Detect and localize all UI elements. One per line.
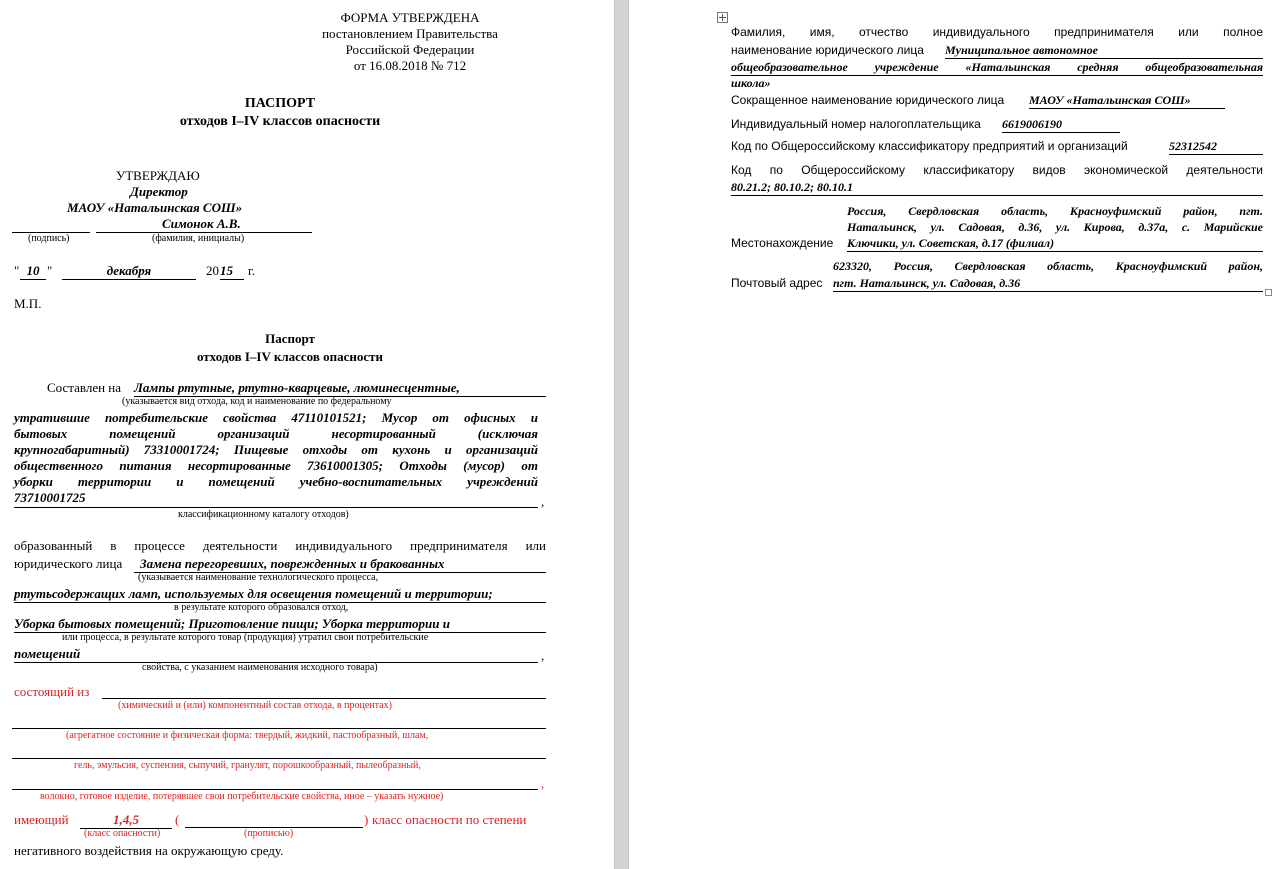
compiled-comma: ,: [541, 494, 545, 509]
fio-text: Фамилия, имя, отчество индивидуального предпринимателя или полное: [731, 25, 1263, 39]
passport-title-line: Паспорт: [265, 331, 315, 346]
okpo-value: 52312542: [1169, 139, 1263, 155]
formed-caption: (указывается наименование технологического процесса,: [138, 572, 379, 583]
hazard-class-caption: (класс опасности): [84, 828, 161, 839]
compiled-value-line: бытовых помещений организаций несортированный (исключая: [14, 426, 538, 441]
compiled-value-line: общественного питания несортированные 73610001305; Отходы (мусор) от: [14, 458, 538, 473]
header-title: [140, 95, 420, 131]
form-approved-line: Российской Федерации: [345, 42, 475, 57]
signature-caption: (подпись): [28, 233, 70, 244]
fio-value-line: общеобразовательное учреждение «Натальинская средняя общеобразовательная: [731, 60, 1263, 74]
header-title-line: отходов I–IV классов опасности: [179, 114, 381, 129]
fio-value-line: школа»: [731, 76, 771, 90]
composition-line: [102, 698, 546, 699]
hazard-words-caption: (прописью): [244, 828, 294, 839]
compiled-caption: классификационному каталогу отходов): [178, 509, 349, 520]
compiled-label: Составлен на: [47, 380, 122, 395]
form-approved-line: от 16.08.2018 № 712: [353, 58, 467, 73]
composition-line: [12, 728, 546, 729]
location-value-line: Ключики, ул. Советская, д.17 (филиал): [847, 236, 1263, 252]
document-page-right: [629, 0, 1273, 869]
composition-caption: (агрегатное состояние и физическая форма: твердый, жидкий, пастообразный, шлам,: [66, 730, 429, 741]
hazard-label: имеющий: [14, 812, 69, 827]
date-quote-close: ": [47, 263, 53, 278]
compiled-caption: (указывается вид отхода, код и наименование по федеральному: [122, 396, 392, 407]
passport-title: [130, 330, 450, 366]
passport-title-line: отходов I–IV классов опасности: [196, 349, 384, 364]
compiled-underline: [14, 507, 538, 508]
form-approved-block: [300, 10, 520, 74]
table-resize-handle-icon[interactable]: [1265, 289, 1272, 296]
compiled-value-line: уборки территории и помещений учебно-воспитательных учреждений: [14, 474, 538, 489]
compiled-value-block: [14, 410, 538, 506]
table-move-handle-icon[interactable]: [717, 12, 728, 23]
composition-comma: ,: [541, 776, 545, 791]
formed-caption: или процесса, в результате которого товар (продукция) утратил свои потребительские: [62, 632, 429, 643]
postal-label: Почтовый адрес: [731, 276, 823, 290]
formed-value-line: ртутьсодержащих ламп, используемых для освещения помещений и территории;: [14, 586, 546, 603]
date-year-prefix: 20: [206, 263, 219, 278]
approve-org: МАОУ «Натальинская СОШ»: [67, 200, 243, 215]
composition-caption: гель, эмульсия, суспензия, сыпучий, гранулят, порошкообразный, пылеобразный,: [74, 760, 421, 771]
compiled-value-line: крупногабаритный) 73310001724; Пищевые отходы от кухонь и организаций: [14, 442, 538, 457]
composition-line: [12, 789, 538, 790]
postal-value-line: 623320, Россия, Свердловская область, Красноуфимский район,: [833, 259, 1263, 273]
compiled-value-line: утратившие потребительские свойства 47110101521; Мусор от офисных и: [14, 410, 538, 425]
fio-label: наименование юридического лица: [731, 43, 924, 57]
location-value-line: Натальинск, ул. Садовая, д.36, ул. Кирова, д.37а, с. Марийские: [847, 220, 1263, 234]
compiled-value-line: Лампы ртутные, ртутно-кварцевые, люминесцентные,: [134, 380, 546, 397]
fio-value-line: Муниципальное автономное: [945, 43, 1263, 59]
date-day: 10: [20, 263, 46, 280]
date-month: декабря: [62, 263, 196, 280]
approve-name: Симонок А.В.: [162, 216, 241, 231]
composition-line: [12, 758, 546, 759]
short-name-value: МАОУ «Натальинская СОШ»: [1029, 93, 1225, 109]
formed-caption: в результате которого образовался отход,: [174, 602, 349, 613]
date-year-suffix: 15: [220, 263, 244, 280]
formed-comma: ,: [541, 648, 545, 663]
hazard-suffix: класс опасности по степени: [372, 812, 527, 827]
hazard-paren: ): [364, 812, 369, 827]
name-caption: (фамилия, инициалы): [152, 233, 245, 244]
location-value-line: Россия, Свердловская область, Красноуфимский район, пгт.: [847, 204, 1263, 218]
hazard-class-value: 1,4,5: [80, 812, 172, 829]
inn-label: Индивидуальный номер налогоплательщика: [731, 117, 981, 131]
form-approved-line: ФОРМА УТВЕРЖДЕНА: [340, 10, 480, 25]
date-quote-open: ": [14, 263, 20, 278]
okpo-label: Код по Общероссийскому классификатору предприятий и организаций: [731, 139, 1128, 153]
composition-caption: (химический и (или) компонентный состав отхода, в процентах): [118, 700, 392, 711]
form-approved-line: постановлением Правительства: [322, 26, 498, 41]
formed-label: юридического лица: [14, 556, 123, 571]
formed-text: образованный в процессе деятельности индивидуального предпринимателя или: [14, 538, 546, 553]
approve-position: Директор: [130, 184, 188, 199]
formed-value-line: помещений: [14, 646, 538, 663]
stamp-mark: М.П.: [14, 296, 42, 311]
approve-label: УТВЕРЖДАЮ: [116, 168, 200, 183]
formed-value-line: Замена перегоревших, поврежденных и бракованных: [134, 556, 546, 573]
formed-caption: свойства, с указанием наименования исходного товара): [142, 662, 378, 673]
okved-label: Код по Общероссийскому классификатору видов экономической деятельности: [731, 163, 1263, 177]
compiled-value-line: 73710001725: [14, 490, 86, 505]
location-label: Местонахождение: [731, 236, 834, 250]
date-year-mark: г.: [248, 263, 256, 278]
short-name-label: Сокращенное наименование юридического лица: [731, 93, 1005, 107]
hazard-text: негативного воздействия на окружающую среду.: [14, 843, 284, 858]
composition-caption: волокно, готовое изделие, потерявшее свои потребительские свойства, иное – указать нужное): [40, 791, 444, 802]
composition-label: состоящий из: [14, 684, 90, 699]
okved-value: 80.21.2; 80.10.2; 80.10.1: [731, 180, 1263, 196]
hazard-paren: (: [175, 812, 180, 827]
formed-value-line: Уборка бытовых помещений; Приготовление пищи; Уборка территории и: [14, 616, 546, 633]
postal-value-line: пгт. Натальинск, ул. Садовая, д.36: [833, 276, 1263, 292]
header-title-line: ПАСПОРТ: [244, 96, 316, 111]
inn-value: 6619006190: [1002, 117, 1120, 133]
page-gutter: [614, 0, 629, 869]
document-page-left: [0, 0, 614, 869]
